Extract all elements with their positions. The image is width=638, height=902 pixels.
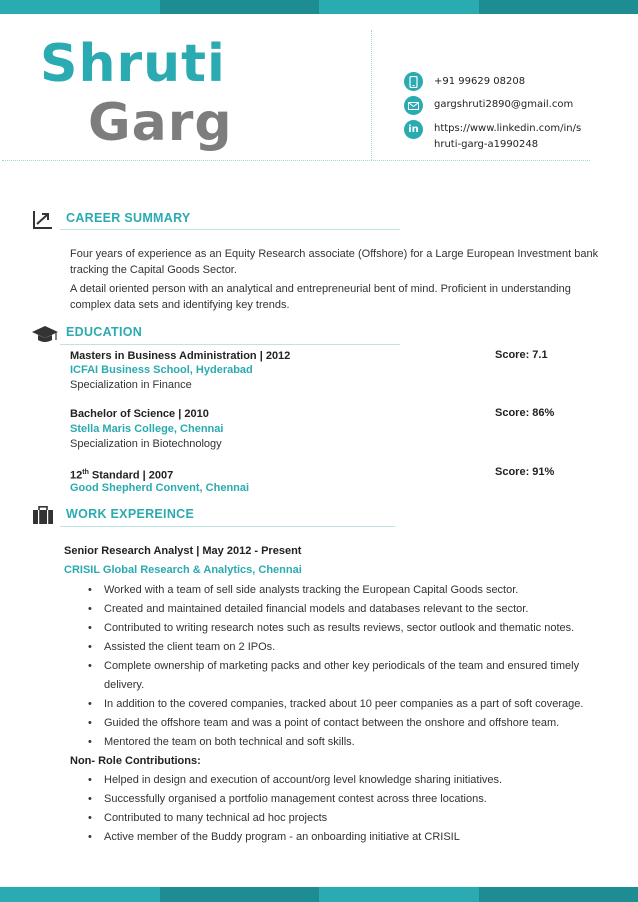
linkedin-link-line1[interactable]: https://www.linkedin.com/in/s bbox=[434, 123, 582, 134]
first-name: Shruti bbox=[40, 34, 226, 94]
work-bullet-text: Complete ownership of marketing packs and other key periodicals of the team and ensured timely delivery. bbox=[104, 660, 580, 691]
education-title: EDUCATION bbox=[66, 325, 143, 339]
non-role-title: Non- Role Contributions: bbox=[70, 755, 201, 767]
header-vertical-divider bbox=[371, 30, 372, 160]
education-score-2: Score: 86% bbox=[495, 407, 555, 419]
envelope-icon bbox=[404, 96, 423, 115]
phone-icon bbox=[404, 72, 423, 91]
education-degree-2: Bachelor of Science | 2010 bbox=[70, 408, 209, 420]
graduation-cap-icon bbox=[31, 325, 59, 345]
work-bullet-dot: • bbox=[88, 622, 92, 634]
bottom-color-band bbox=[0, 887, 638, 902]
work-bullet-dot: • bbox=[88, 603, 92, 615]
work-bullet-text: Mentored the team on both technical and soft skills. bbox=[104, 736, 355, 748]
phone-number[interactable]: +91 99629 08208 bbox=[434, 76, 526, 87]
non-role-bullet-dot: • bbox=[88, 812, 92, 824]
education-degree-3: 12th Standard | 2007 bbox=[70, 469, 174, 482]
career-summary-para-2: A detail oriented person with an analytical and entrepreneurial bent of mind. Proficient in understanding complex data sets and identifying key trends. bbox=[70, 283, 571, 311]
briefcase-icon bbox=[33, 506, 55, 526]
work-bullet-text: Guided the offshore team and was a point of contact between the onshore and offshore team. bbox=[104, 717, 560, 729]
career-summary-title: CAREER SUMMARY bbox=[66, 211, 191, 225]
non-role-bullet-text: Contributed to many technical ad hoc projects bbox=[104, 812, 328, 824]
education-detail-2: Specialization in Biotechnology bbox=[70, 438, 222, 450]
work-bullet-dot: • bbox=[88, 698, 92, 710]
non-role-bullet-dot: • bbox=[88, 774, 92, 786]
non-role-bullet-dot: • bbox=[88, 793, 92, 805]
work-bullet-text: Created and maintained detailed financial models and databases relevant to the sector. bbox=[104, 603, 529, 615]
career-summary-para-1: Four years of experience as an Equity Research associate (Offshore) for a Large European Investment bank tracking the Capital Goods Sector. bbox=[70, 248, 599, 276]
education-school-2: Stella Maris College, Chennai bbox=[70, 423, 224, 435]
trend-arrow-icon bbox=[32, 210, 54, 230]
work-bullet-dot: • bbox=[88, 660, 92, 672]
education-score-3: Score: 91% bbox=[495, 466, 555, 478]
last-name: Garg bbox=[88, 93, 233, 153]
non-role-bullet-dot: • bbox=[88, 831, 92, 843]
education-school-1: ICFAI Business School, Hyderabad bbox=[70, 364, 253, 376]
work-experience-rule bbox=[60, 526, 395, 527]
work-bullet-text: Worked with a team of sell side analysts tracking the European Capital Goods sector. bbox=[104, 584, 519, 596]
work-bullet-dot: • bbox=[88, 641, 92, 653]
education-detail-1: Specialization in Finance bbox=[70, 379, 192, 391]
education-degree-1: Masters in Business Administration | 2012 bbox=[70, 350, 291, 362]
work-bullet-text: In addition to the covered companies, tracked about 10 peer companies as a part of soft coverage. bbox=[104, 698, 584, 710]
work-bullet-text: Contributed to writing research notes such as results reviews, sector outlook and thematic notes. bbox=[104, 622, 575, 634]
education-school-3: Good Shepherd Convent, Chennai bbox=[70, 482, 250, 494]
email-link[interactable]: gargshruti2890@gmail.com bbox=[434, 99, 574, 110]
education-rule bbox=[60, 344, 400, 345]
work-experience-title: WORK EXPEREINCE bbox=[66, 507, 195, 521]
linkedin-link-line2[interactable]: hruti-garg-a1990248 bbox=[434, 139, 539, 150]
header-horizontal-divider bbox=[2, 160, 590, 161]
education-score-1: Score: 7.1 bbox=[495, 349, 548, 361]
non-role-bullet-text: Successfully organised a portfolio management contest across three locations. bbox=[104, 793, 487, 805]
work-bullet-dot: • bbox=[88, 736, 92, 748]
work-bullet-dot: • bbox=[88, 584, 92, 596]
linkedin-icon: in bbox=[404, 120, 423, 139]
work-role: Senior Research Analyst | May 2012 - Present bbox=[64, 545, 302, 557]
non-role-bullet-text: Active member of the Buddy program - an onboarding initiative at CRISIL bbox=[104, 831, 460, 843]
work-company: CRISIL Global Research & Analytics, Chennai bbox=[64, 564, 302, 576]
top-color-band bbox=[0, 0, 638, 14]
work-bullet-dot: • bbox=[88, 717, 92, 729]
work-bullet-text: Assisted the client team on 2 IPOs. bbox=[104, 641, 276, 653]
career-summary-rule bbox=[60, 229, 400, 230]
non-role-bullet-text: Helped in design and execution of account/org level knowledge sharing initiatives. bbox=[104, 774, 503, 786]
